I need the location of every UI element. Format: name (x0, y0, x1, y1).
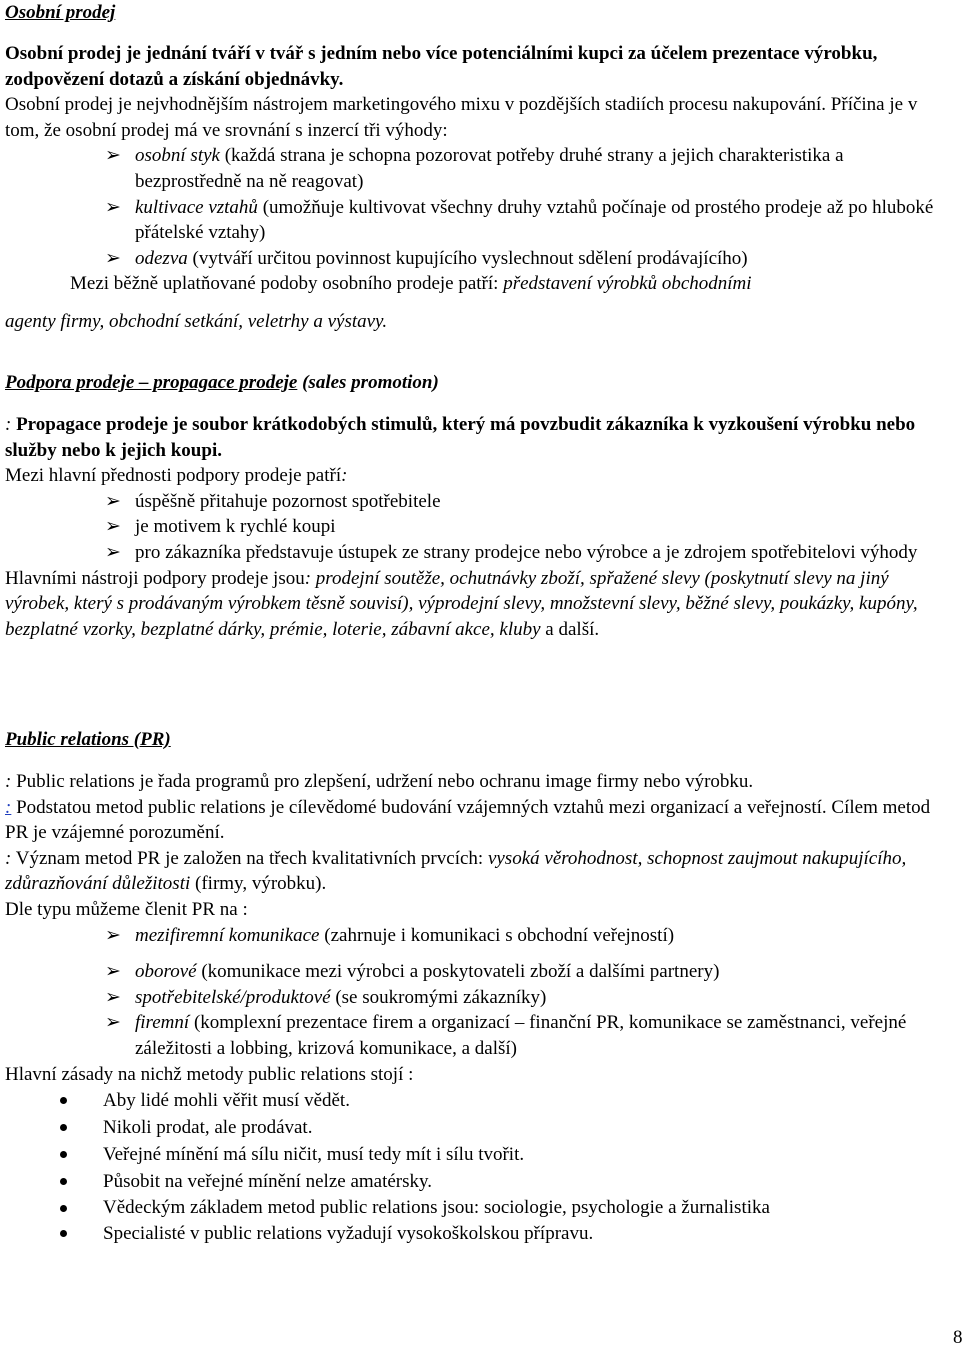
colon-mark: : (5, 414, 12, 435)
bullet-dot-icon (60, 1205, 67, 1212)
forms-lead: Mezi běžně uplatňované podoby osobního prodeje patří: (70, 273, 504, 295)
item-term: osobní styk (135, 145, 220, 167)
arrow-bullet-icon: ➢ (105, 196, 121, 218)
arrow-bullet-icon: ➢ (105, 145, 121, 167)
arrow-bullet-icon: ➢ (105, 516, 121, 538)
heading-suffix: (sales promotion) (297, 372, 439, 393)
arrow-bullet-icon: ➢ (105, 1012, 121, 1034)
pr-types-list (5, 923, 953, 1062)
tools-paragraph (5, 566, 953, 643)
item-text: (komunikace mezi výrobci a poskytovateli zboží a dalšími partnery) (196, 961, 720, 983)
section-heading-osobni-prodej: Osobní prodej (5, 2, 116, 23)
bullet-dot-icon (60, 1097, 67, 1104)
list-item (5, 1087, 953, 1114)
item-text: (umožňuje kultivovat všechny druhy vztahů počínaje od prostého prodeje až po hluboké přátelské vztahy) (135, 196, 934, 244)
list-item (5, 1220, 953, 1247)
bullet-dot-icon (60, 1124, 67, 1131)
pr-paragraph-3 (5, 846, 953, 897)
forms-list-a: představení výrobků obchodními (503, 273, 752, 295)
item-text: (vytváří určitou povinnost kupujícího vyslechnout sdělení prodávajícího) (187, 247, 748, 269)
list-item (5, 1195, 953, 1220)
item-text: Vědeckým základem metod public relations jsou: sociologie, psychologie a žurnalistika (103, 1197, 770, 1219)
item-term: oborové (135, 961, 197, 983)
item-text: je motivem k rychlé koupi (135, 516, 336, 538)
pr-paragraph-2 (5, 795, 953, 846)
item-text: pro zákazníka představuje ústupek ze strany prodejce nebo výrobce a je zdrojem spotřebitelovi výhody (135, 541, 918, 563)
section-heading-public-relations: Public relations (PR) (5, 729, 171, 750)
item-text: (zahrnuje i komunikaci s obchodní veřejností) (319, 924, 675, 946)
list-item (5, 1168, 953, 1195)
item-text: Veřejné mínění má sílu ničit, musí tedy mít i sílu tvořit. (103, 1144, 525, 1166)
item-text: (se soukromými zákazníky) (330, 986, 547, 1008)
list-item (5, 1010, 953, 1061)
heading-main: Podpora prodeje – propagace prodeje (5, 372, 298, 393)
arrow-bullet-icon: ➢ (105, 961, 121, 983)
list-item (5, 246, 953, 272)
item-text: Specialisté v public relations vyžadují vysokoškolskou přípravu. (103, 1223, 594, 1245)
tools-list: : prodejní soutěže, ochutnávky zboží, spřažené slevy (poskytnutí slevy na jiný výrobek, který s prodávaným výrobkem těsně souvisí), výprodejní slevy, množstevní slevy, běžné slevy, poukázky, kupóny, bezplatné vzorky, bezplatné dárky, prémie, loterie, zábavní akce, kluby (5, 567, 918, 640)
list-item (5, 540, 953, 566)
item-term: kultivace vztahů (135, 196, 258, 218)
paragraph-emphasis: vysoká věrohodnost, schopnost zaujmout nakupujícího, zdůrazňování důležitosti (5, 847, 907, 895)
item-text: Působit na veřejné mínění nelze amatérsky. (103, 1171, 433, 1193)
list-item (5, 923, 953, 949)
advantages-list (5, 143, 953, 271)
section-osobni-prodej (5, 41, 953, 335)
lead-text: Mezi hlavní přednosti podpory prodeje patří (5, 465, 342, 487)
forms-paragraph (5, 271, 953, 297)
advantages-list (5, 489, 953, 566)
arrow-bullet-icon: ➢ (105, 490, 121, 512)
principles-lead: Hlavní zásady na nichž metody public relations stojí : (5, 1063, 414, 1085)
colon-link[interactable]: : (5, 796, 12, 818)
colon-mark: : (5, 771, 12, 792)
list-item (5, 143, 953, 194)
item-term: odezva (135, 247, 188, 269)
item-text: (komplexní prezentace firem a organizací – finanční PR, komunikace se zaměstnanci, veřejné záležitosti a lobbing, krizová komunikace, a další) (135, 1012, 907, 1059)
definition-paragraph: Osobní prodej je jednání tváří v tvář s jedním nebo více potenciálními kupci za účelem prezentace výrobku, zodpovězení dotazů a získání objednávky. (5, 43, 878, 90)
list-item (5, 959, 953, 985)
arrow-bullet-icon: ➢ (105, 986, 121, 1008)
item-text: (každá strana je schopna pozorovat potřeby druhé strany a jejich charakteristika a bezprostředně na ně reagovat) (135, 145, 844, 192)
item-text: úspěšně přitahuje pozornost spotřebitele (135, 490, 441, 512)
paragraph-text: Public relations je řada programů pro zlepšení, udržení nebo ochranu image firmy nebo výrobku. (11, 771, 754, 792)
types-lead: Dle typu můžeme členit PR na : (5, 898, 248, 920)
forms-list-b: agenty firmy, obchodní setkání, veletrhy a výstavy. (5, 310, 388, 332)
advantages-lead (5, 463, 953, 489)
tools-lead: Hlavními nástroji podpory prodeje jsou (5, 567, 305, 589)
bullet-dot-icon (60, 1230, 67, 1237)
item-text: Nikoli prodat, ale prodávat. (103, 1117, 313, 1139)
list-item (5, 985, 953, 1011)
pr-paragraph-1 (5, 769, 953, 795)
list-item (5, 489, 953, 515)
definition-paragraph (5, 412, 953, 463)
bullet-dot-icon (60, 1151, 67, 1158)
paragraph-text: Podstatou metod public relations je cílevědomé budování vzájemných vztahů mezi organizací a veřejností. Cílem metod PR je vzájemné porozumění. (5, 796, 931, 844)
item-term: spotřebitelské/produktové (135, 986, 331, 1008)
arrow-bullet-icon: ➢ (105, 247, 121, 269)
list-item (5, 514, 953, 540)
page-number: 8 (953, 1327, 963, 1348)
item-term: mezifiremní komunikace (135, 924, 320, 946)
list-item (5, 1141, 953, 1168)
tools-end: a další. (540, 618, 600, 640)
arrow-bullet-icon: ➢ (105, 924, 121, 946)
list-item (5, 1114, 953, 1141)
definition-text: Propagace prodeje je soubor krátkodobých stimulů, který má povzbudit zákazníka k vyzkoušení výrobku nebo služby nebo k jejich koupi. (5, 414, 916, 461)
bullet-dot-icon (60, 1178, 67, 1185)
paragraph-text: Význam metod PR je založen na třech kvalitativních prvcích: (11, 847, 488, 869)
paragraph-text-end: (firmy, výrobku). (190, 873, 327, 895)
principles-list (5, 1087, 953, 1247)
section-podpora-prodeje (5, 412, 953, 642)
item-term: firemní (135, 1012, 190, 1034)
list-item (5, 195, 953, 246)
intro-paragraph: Osobní prodej je nejvhodnějším nástrojem marketingového mixu v pozdějších stadiích procesu nakupování. Příčina je v tom, že osobní prodej má ve srovnání s inzercí tři výhody: (5, 94, 918, 141)
item-text: Aby lidé mohli věřit musí vědět. (103, 1090, 350, 1112)
section-public-relations (5, 769, 953, 1247)
arrow-bullet-icon: ➢ (105, 541, 121, 563)
colon-mark: : (5, 847, 12, 869)
colon-mark: : (341, 465, 348, 487)
section-heading-podpora-prodeje (5, 370, 439, 396)
